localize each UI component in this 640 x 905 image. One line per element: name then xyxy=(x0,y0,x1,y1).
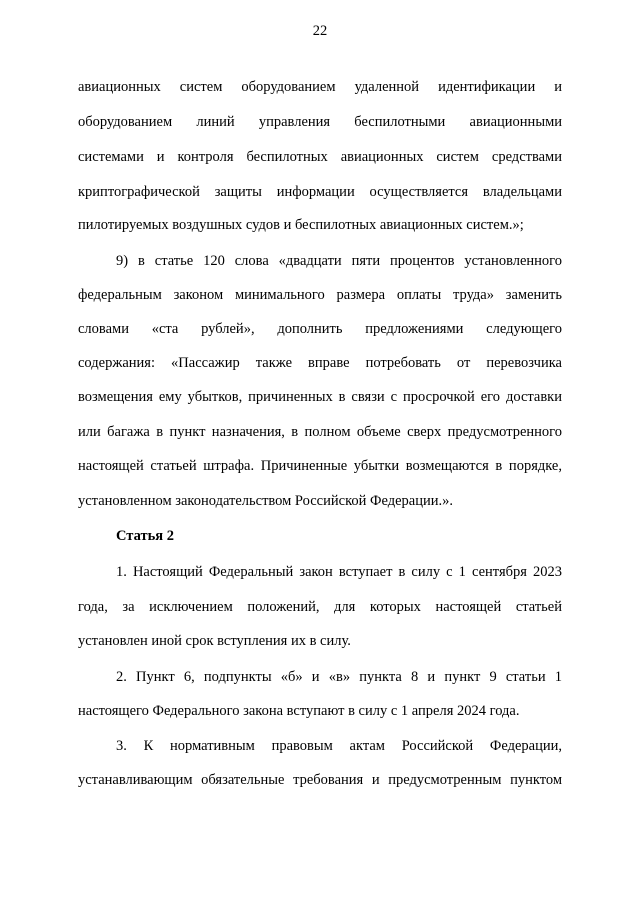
text-line: 2. Пункт 6, подпункты «б» и «в» пункта 8 и пункт 9 статьи 1 xyxy=(116,669,562,685)
text-line: установленном законодательством Российской Федерации.». xyxy=(78,493,453,509)
text-line: настоящей статьей штрафа. Причиненные убытки возмещаются в порядке, xyxy=(78,458,562,474)
text-line: федеральным законом минимального размера оплаты труда» заменить xyxy=(78,287,562,303)
text-line: возмещения ему убытков, причиненных в связи с просрочкой его доставки xyxy=(78,389,562,405)
text-line: 1. Настоящий Федеральный закон вступает в силу с 1 сентября 2023 xyxy=(116,564,562,580)
text-line: оборудованием линий управления беспилотными авиационными xyxy=(78,114,562,130)
text-line: содержания: «Пассажир также вправе потребовать от перевозчика xyxy=(78,355,562,371)
text-line: словами «ста рублей», дополнить предложениями следующего xyxy=(78,321,562,337)
text-line: года, за исключением положений, для которых настоящей статьей xyxy=(78,599,562,615)
page-number: 22 xyxy=(312,23,328,39)
text-line: устанавливающим обязательные требования и предусмотренным пунктом xyxy=(78,772,562,788)
text-line: пилотируемых воздушных судов и беспилотных авиационных систем.»; xyxy=(78,217,524,233)
text-line: авиационных систем оборудованием удаленной идентификации и xyxy=(78,79,562,95)
text-line: 3. К нормативным правовым актам Российской Федерации, xyxy=(116,738,562,754)
text-line: криптографической защиты информации осуществляется владельцами xyxy=(78,184,562,200)
text-line: установлен иной срок вступления их в силу. xyxy=(78,633,351,649)
text-line: или багажа в пункт назначения, в полном объеме сверх предусмотренного xyxy=(78,424,562,440)
text-line: системами и контроля беспилотных авиационных систем средствами xyxy=(78,149,562,165)
article-heading: Статья 2 xyxy=(116,528,174,544)
text-line: 9) в статье 120 слова «двадцати пяти процентов установленного xyxy=(116,253,562,269)
text-line: настоящего Федерального закона вступают в силу с 1 апреля 2024 года. xyxy=(78,703,520,719)
